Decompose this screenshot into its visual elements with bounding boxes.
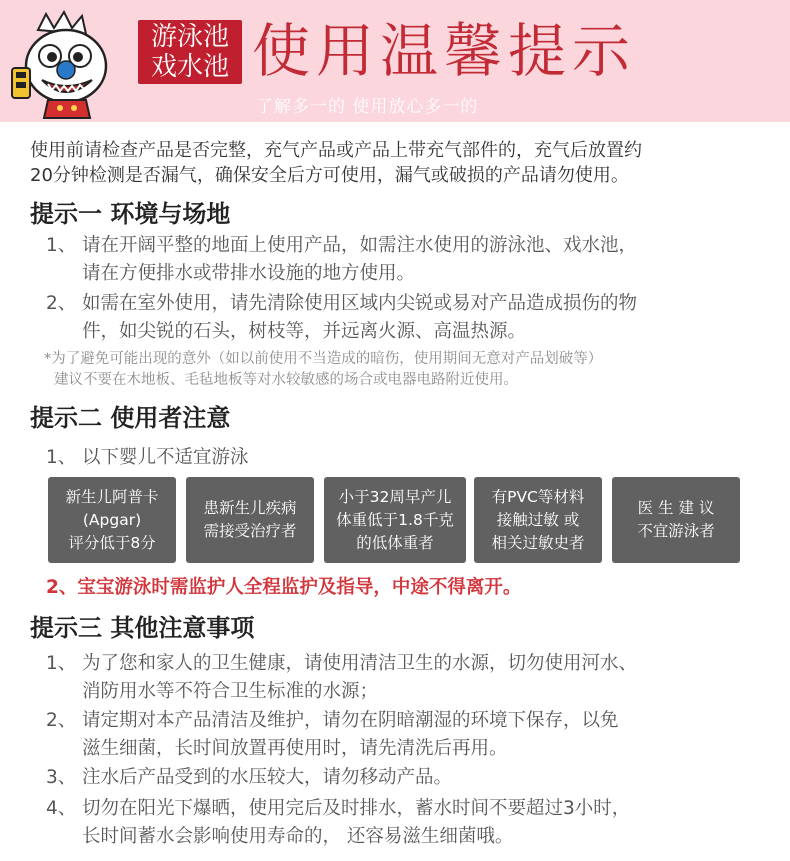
card-line: 相关过敏史者 xyxy=(491,533,585,552)
intro-line: 20分钟检测是否漏气，确保安全后方可使用，漏气或破损的产品请勿使用。 xyxy=(30,165,629,186)
list-item-number: 3、 xyxy=(46,767,77,788)
note-line: 建议不要在木地板、毛毡地板等对水较敏感的场合或电器电路附近使用。 xyxy=(54,372,518,388)
list-item-line: 为了您和家人的卫生健康，请使用清洁卫生的水源，切勿使用河水、 xyxy=(82,653,638,674)
header-banner xyxy=(0,0,790,122)
card-line: 接触过敏 或 xyxy=(496,510,580,529)
restriction-card xyxy=(324,477,466,563)
card-line: 体重低于1.8千克 xyxy=(336,510,454,529)
card-line: 有PVC等材料 xyxy=(491,487,585,506)
list-item-line: 长时间蓄水会影响使用寿命的， 还容易滋生细菌哦。 xyxy=(82,826,514,847)
restriction-card xyxy=(612,477,740,563)
list-item-line: 件，如尖锐的石头，树枝等，并远离火源、高温热源。 xyxy=(82,321,527,342)
card-line: 不宜游泳者 xyxy=(637,522,715,540)
intro-line: 使用前请检查产品是否完整，充气产品或产品上带充气部件的，充气后放置约 xyxy=(30,140,642,161)
section-title-users: 提示二 使用者注意 xyxy=(30,404,231,432)
section-title-other: 提示三 其他注意事项 xyxy=(30,614,255,642)
card-line: 患新生儿疾病 xyxy=(203,499,297,517)
list-item-line: 请在方便排水或带排水设施的地方使用。 xyxy=(82,263,416,284)
list-item xyxy=(46,650,766,706)
list-item xyxy=(46,232,766,288)
list-item-line: 请在开阔平整的地面上使用产品，如需注水使用的游泳池、戏水池， xyxy=(82,235,638,256)
list-item xyxy=(46,290,766,346)
list-item-line: 滋生细菌，长时间放置再使用时，请先清洗后再用。 xyxy=(82,738,508,759)
list-item-line: 切勿在阳光下爆晒，使用完后及时排水，蓄水时间不要超过3小时， xyxy=(82,798,631,819)
list-item xyxy=(46,764,766,792)
intro-paragraph xyxy=(30,138,765,188)
list-item-number: 1、 xyxy=(46,653,77,674)
page-subtitle: 了解多一的 使用放心多一的 xyxy=(256,97,479,117)
list-item-number: 2、 xyxy=(46,293,77,314)
page-title: 使用温馨提示 xyxy=(252,17,637,85)
list-item-line: 以下婴儿不适宜游泳 xyxy=(82,447,249,468)
note-line: *为了避免可能出现的意外（如以前使用不当造成的暗伤，使用期间无意对产品划破等） xyxy=(44,351,603,367)
list-item-number: 4、 xyxy=(46,798,77,819)
list-item-number: 1、 xyxy=(46,447,77,468)
section-title-environment: 提示一 环境与场地 xyxy=(30,200,231,228)
card-line: (Apgar) xyxy=(82,510,142,529)
list-item-line: 请定期对本产品清洁及维护，请勿在阴暗潮湿的环境下保存，以免 xyxy=(82,710,619,731)
list-item xyxy=(46,444,766,472)
badge-line-pool: 游泳池 xyxy=(150,22,229,52)
list-item-line: 注水后产品受到的水压较大，请勿移动产品。 xyxy=(82,767,453,788)
mascot-logo xyxy=(8,10,126,120)
card-line: 医 生 建 议 xyxy=(637,499,715,517)
restriction-card xyxy=(48,477,176,563)
list-item xyxy=(46,795,766,851)
restriction-card xyxy=(186,477,314,563)
list-item-number: 2、 xyxy=(46,710,77,731)
card-line: 小于32周早产儿 xyxy=(338,487,452,506)
section-note xyxy=(44,349,774,391)
card-line: 的低体重者 xyxy=(356,533,434,552)
list-item-line: 如需在室外使用，请先清除使用区域内尖锐或易对产品造成损伤的物 xyxy=(82,293,638,314)
list-item xyxy=(46,707,766,763)
restriction-card xyxy=(474,477,602,563)
list-item-number: 1、 xyxy=(46,235,77,256)
list-item-line: 消防用水等不符合卫生标准的水源； xyxy=(82,681,379,702)
supervision-warning: 2、宝宝游泳时需监护人全程监护及指导，中途不得离开。 xyxy=(46,577,522,598)
card-line: 评分低于8分 xyxy=(68,533,156,552)
badge-line-water-pool: 戏水池 xyxy=(150,52,229,82)
pool-category-badge xyxy=(138,20,242,84)
card-line: 需接受治疗者 xyxy=(203,522,297,540)
card-line: 新生儿阿普卡 xyxy=(65,487,159,506)
